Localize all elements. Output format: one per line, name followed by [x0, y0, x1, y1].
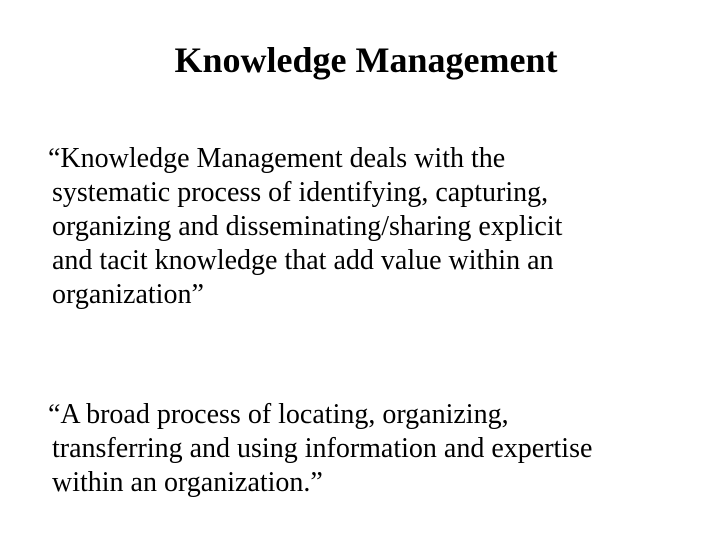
quote-line: organizing and disseminating/sharing explicit [52, 211, 563, 242]
quote-line: organization” [52, 279, 204, 310]
quote-line: transferring and using information and expertise [52, 433, 593, 464]
definition-quote-2 [48, 398, 593, 500]
quote-line: systematic process of identifying, capturing, [52, 177, 549, 208]
quote-line: “Knowledge Management deals with the [48, 143, 506, 174]
quote-line: “A broad process of locating, organizing, [48, 399, 509, 430]
quote-line: and tacit knowledge that add value within an [52, 245, 554, 276]
definition-quote-1 [48, 142, 563, 312]
slide-title: Knowledge Management [174, 40, 558, 80]
quote-line: within an organization.” [52, 467, 323, 498]
